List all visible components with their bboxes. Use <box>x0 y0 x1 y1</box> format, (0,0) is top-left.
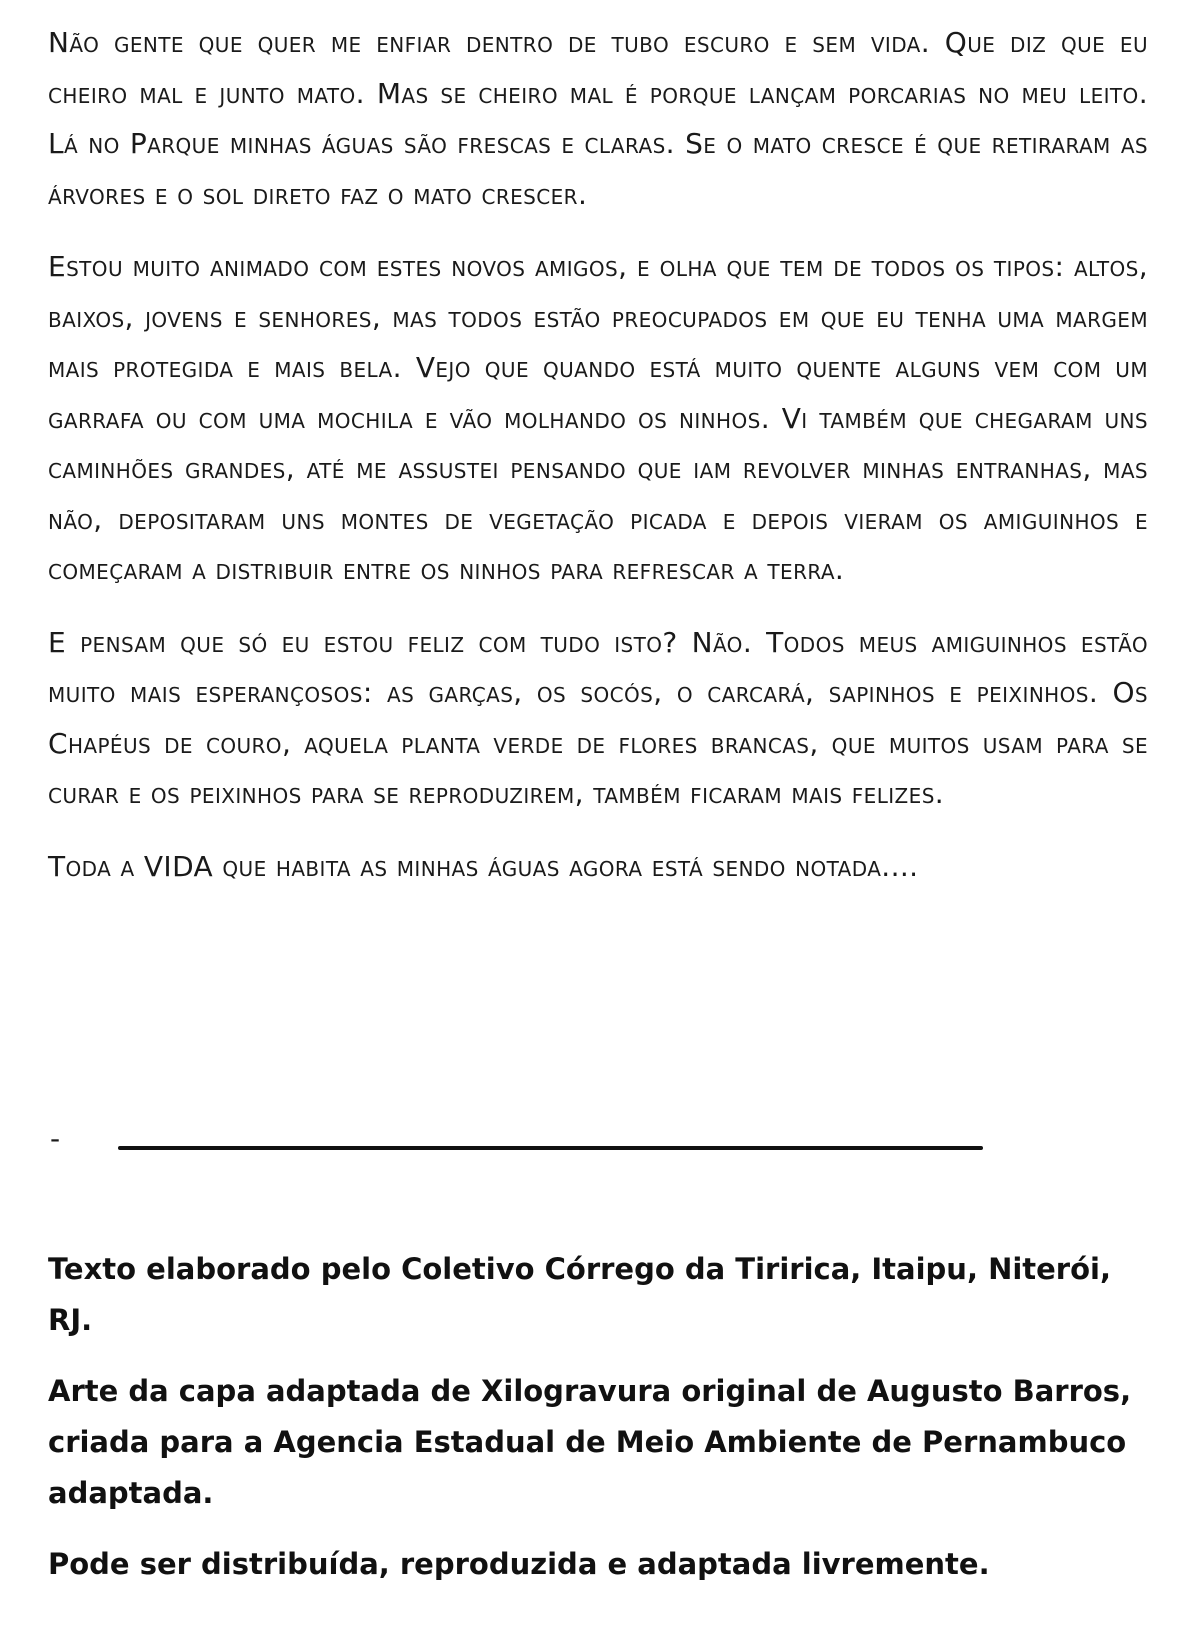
art-credit: Arte da capa adaptada de Xilogravura original de Augusto Barros, criada para a Agencia Estadual de Meio Ambiente de Pernambuco adaptada. <box>48 1374 1132 1510</box>
story-text <box>48 18 1148 892</box>
story-paragraph-1: Não gente que quer me enfiar dentro de tubo escuro e sem vida. Que diz que eu cheiro mal e junto mato. Mas se cheiro mal é porque lançam porcarias no meu leito. Lá no Parque minhas águas são frescas e claras. Se o mato cresce é que retiraram as árvores e o sol direto faz o mato crescer. <box>48 26 1148 211</box>
credits-section <box>48 1244 1148 1610</box>
dash-mark: - <box>50 1122 61 1155</box>
section-divider <box>48 1116 1148 1156</box>
horizontal-rule <box>118 1146 983 1150</box>
story-paragraph-2: Estou muito animado com estes novos amigos, e olha que tem de todos os tipos: altos, baixos, jovens e senhores, mas todos estão preocupados em que eu tenha uma margem mais protegida e mais bela. Vejo que quando está muito quente alguns vem com um garrafa ou com uma mochila e vão molhando os ninhos. Vi também que chegaram uns caminhões grandes, até me assustei pensando que iam revolver minhas entranhas, mas não, depositaram uns montes de vegetação picada e depois vieram os amiguinhos e começaram a distribuir entre os ninhos para refrescar a terra. <box>48 250 1148 586</box>
text-credit: Texto elaborado pelo Coletivo Córrego da Tiririca, Itaipu, Niterói, RJ. <box>48 1252 1111 1337</box>
license-note: Pode ser distribuída, reproduzida e adaptada livremente. <box>48 1547 990 1581</box>
story-paragraph-4: Toda a VIDA que habita as minhas águas agora está sendo notada.... <box>48 849 919 883</box>
story-paragraph-3: E pensam que só eu estou feliz com tudo isto? Não. Todos meus amiguinhos estão muito mais esperançosos: as garças, os socós, o carcará, sapinhos e peixinhos. Os Chapéus de couro, aquela planta verde de flores brancas, que muitos usam para se curar e os peixinhos para se reproduzirem, também ficaram mais felizes. <box>48 625 1148 810</box>
document-page <box>48 18 1148 1581</box>
